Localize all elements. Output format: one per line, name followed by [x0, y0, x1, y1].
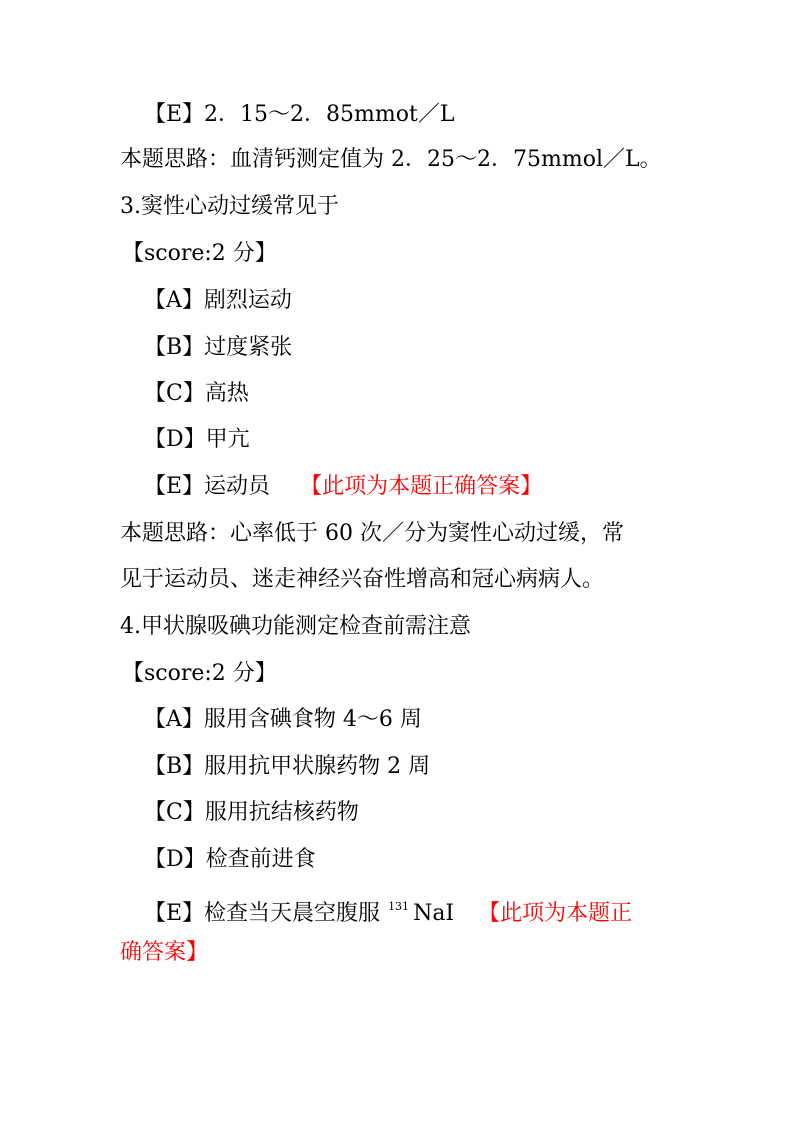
q4-correct-answer-tag-part2: 确答案】 [120, 940, 209, 965]
q4-option-e-prefix: 【E】检查当天晨空腹服 [144, 901, 381, 926]
q4-score: 【score:2 分】 [122, 661, 277, 686]
q3-question: 3.窦性心动过缓常见于 [120, 194, 339, 219]
q3-correct-answer-tag: 【此项为本题正确答案】 [300, 474, 543, 499]
q3-option-e-line [144, 472, 542, 502]
q4-option-c: 【C】服用抗结核药物 [144, 800, 359, 825]
q3-explanation-line1: 本题思路：心率低于 60 次／分为窦性心动过缓，常 [120, 521, 624, 546]
q4-option-e-suffix: NaI [413, 901, 455, 926]
q4-option-b: 【B】服用抗甲状腺药物 2 周 [144, 754, 431, 779]
q3-option-b: 【B】过度紧张 [144, 335, 293, 360]
q3-option-a: 【A】剧烈运动 [144, 288, 292, 313]
q2-explanation: 本题思路：血清钙测定值为 2．25～2．75mmol／L。 [120, 147, 662, 172]
q3-score: 【score:2 分】 [122, 241, 277, 266]
q3-option-e: 【E】运动员 [144, 474, 271, 499]
q3-option-d: 【D】甲亢 [144, 427, 250, 452]
q4-option-a: 【A】服用含碘食物 4～6 周 [144, 707, 422, 732]
q3-option-c: 【C】高热 [144, 381, 249, 406]
q4-question: 4.甲状腺吸碘功能测定检查前需注意 [120, 614, 471, 639]
q3-explanation-line2: 见于运动员、迷走神经兴奋性增高和冠心病病人。 [120, 567, 605, 592]
q4-correct-answer-tag-part1: 【此项为本题正 [478, 901, 633, 926]
isotope-superscript: 131 [388, 900, 410, 913]
q4-option-e-line [144, 892, 632, 929]
q2-option-e: 【E】2．15～2．85mmot／L [144, 102, 455, 127]
q4-option-d: 【D】检查前进食 [144, 847, 316, 872]
